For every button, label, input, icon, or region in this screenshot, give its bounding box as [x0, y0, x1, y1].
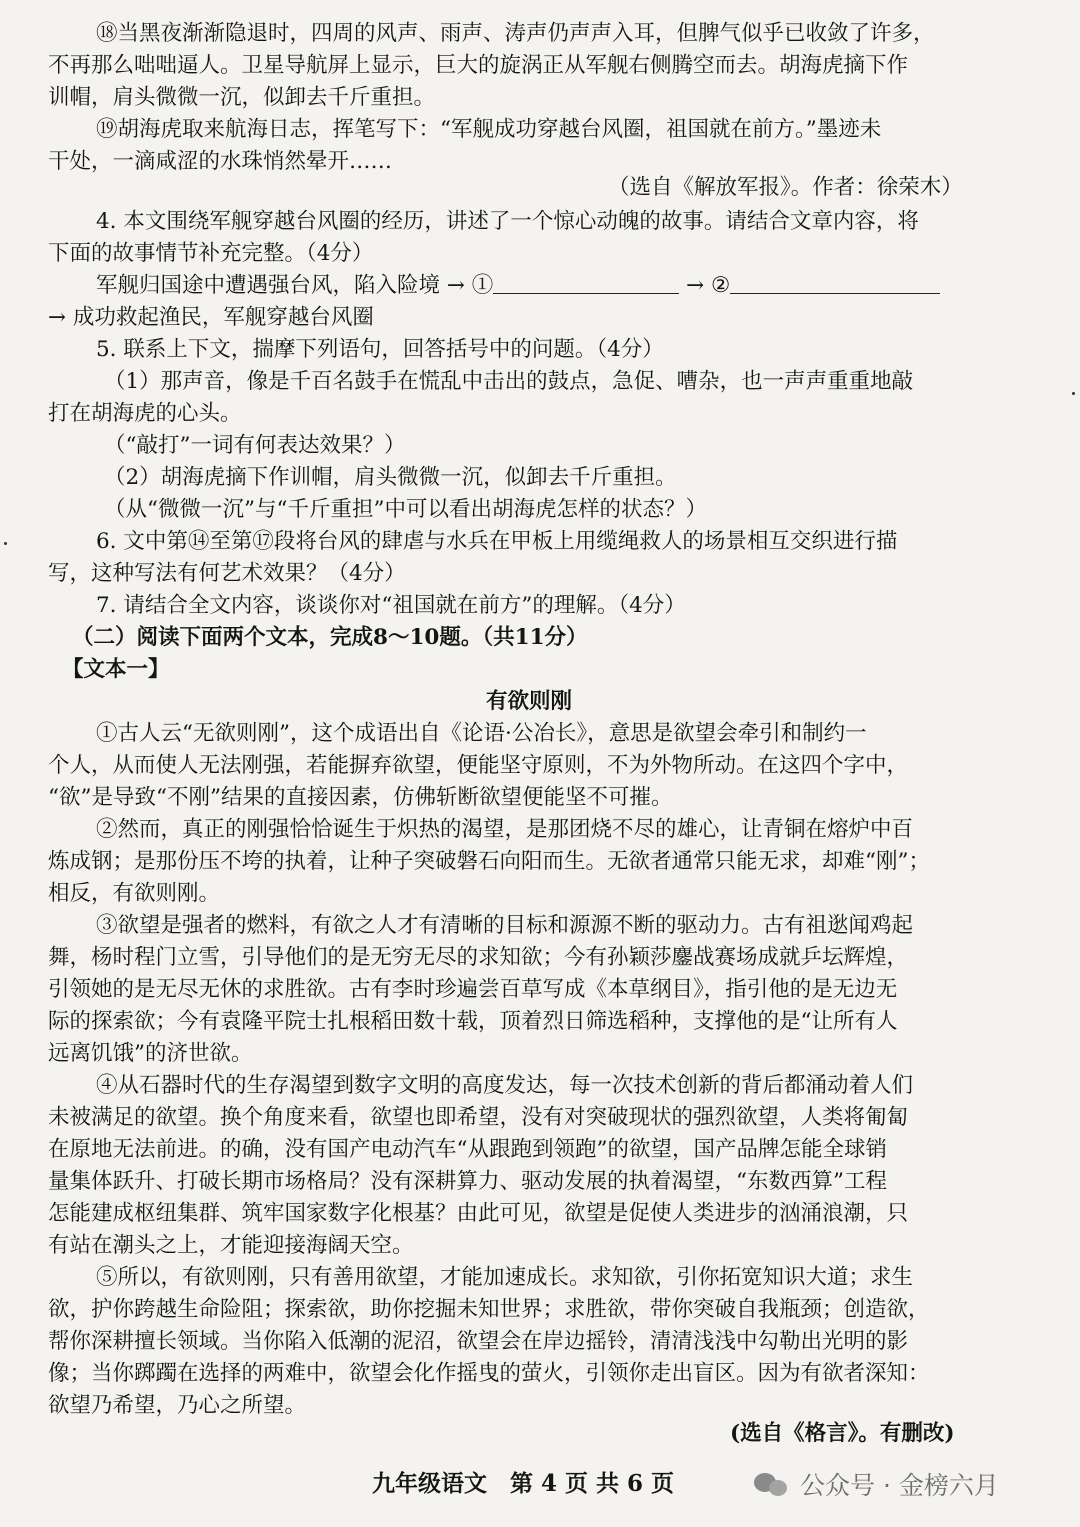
text-line: ④从石器时代的生存渴望到数字文明的高度发达，每一次技术创新的背后都涌动着人们: [96, 1073, 914, 1098]
watermark: [754, 1466, 999, 1502]
scan-mark: [4, 542, 7, 545]
sentence-2: （2）胡海虎摘下作训帽，肩头微微一沉，似卸去千斤重担。: [104, 465, 677, 490]
question-text: 6. 文中第⑭至第⑰段将台风的肆虐与水兵在甲板上用缆绳救人的场景相互交织进行描: [96, 529, 898, 554]
question-text: 5. 联系上下文，揣摩下列语句，回答括号中的问题。（4分）: [96, 337, 664, 362]
blank-number: ②: [710, 273, 731, 298]
text-line: 欲，护你跨越生命险阻；探索欲，助你挖掘未知世界；求胜欲，带你突破自我瓶颈；创造欲，: [48, 1297, 930, 1322]
text-line: ⑲胡海虎取来航海日志，挥笔写下：“军舰成功穿越台风圈，祖国就在前方。”墨迹未: [96, 117, 882, 142]
text-line: ⑤所以，有欲则刚，只有善用欲望，才能加速成长。求知欲，引你拓宽知识大道；求生: [96, 1265, 914, 1290]
scan-mark: [1072, 392, 1075, 395]
arrow-icon: →: [446, 273, 465, 298]
text-line: 舞，杨时程门立雪，引导他们的是无穷无尽的求知欲；今有孙颖莎鏖战赛场成就乒坛辉煌，: [48, 945, 909, 970]
text-line: 干处，一滴咸涩的水珠悄然晕开……: [48, 149, 393, 174]
sentence-1: （1）那声音，像是千百名鼓手在慌乱中击出的鼓点，急促、嘈杂，也一声声重重地敲: [104, 369, 914, 394]
text-line: 怎能建成枢纽集群、筑牢国家数字化根基？由此可见，欲望是促使人类进步的汹涌浪潮，只: [48, 1201, 909, 1226]
page-footer: [0, 1466, 1080, 1506]
text-line: 训帽，肩头微微一沉，似卸去千斤重担。: [48, 85, 436, 110]
text-line: 像；当你踯躅在选择的两难中，欲望会化作摇曳的萤火，引领你走出盲区。因为有欲者深知：: [48, 1361, 930, 1386]
text-line: 在原地无法前进。的确，没有国产电动汽车“从跟跑到领跑”的欲望，国产品牌怎能全球销: [48, 1137, 887, 1162]
text-line: ②然而，真正的刚强恰恰诞生于炽热的渴望，是那团烧不尽的雄心，让青铜在熔炉中百: [96, 817, 914, 842]
sentence-1: 打在胡海虎的心头。: [48, 401, 242, 426]
text-line: 有站在潮头之上，才能迎接海阔天空。: [48, 1233, 414, 1258]
text-line: “欲”是导致“不刚”结果的直接因素，仿佛斩断欲望便能坚不可摧。: [48, 785, 673, 810]
answer-blank-1[interactable]: [493, 271, 679, 294]
sub-question: （从“微微一沉”与“千斤重担”中可以看出胡海虎怎样的状态？）: [104, 497, 707, 522]
text-label: 【文本一】: [62, 657, 170, 682]
answer-blank-2[interactable]: [730, 271, 940, 294]
section-heading: （二）阅读下面两个文本，完成8～10题。（共11分）: [72, 625, 588, 650]
plot-flow: [96, 270, 940, 302]
arrow-icon: →: [48, 305, 67, 330]
arrow-icon: →: [686, 273, 705, 298]
text-line: 未被满足的欲望。换个角度来看，欲望也即希望，没有对突破现状的强烈欲望，人类将匍匐: [48, 1105, 909, 1130]
passage-source: （选自《解放军报》。作者：徐荣木）: [608, 175, 963, 200]
page-number: 九年级语文 第 4 页 共 6 页: [372, 1470, 675, 1497]
question-text: 4. 本文围绕军舰穿越台风圈的经历，讲述了一个惊心动魄的故事。请结合文章内容，将: [96, 209, 919, 234]
text-line: 帮你深耕擅长领域。当你陷入低潮的泥沼，欲望会在岸边摇铃，清清浅浅中勾勒出光明的影: [48, 1329, 909, 1354]
text-line: 量集体跃升、打破长期市场格局？没有深耕算力、驱动发展的执着渴望，“东数西算”工程: [48, 1169, 887, 1194]
text-line: 个人，从而使人无法刚强，若能摒弃欲望，便能坚守原则，不为外物所动。在这四个字中，: [48, 753, 909, 778]
blank-number: ①: [471, 273, 494, 298]
text-line: ③欲望是强者的燃料，有欲之人才有清晰的目标和源源不断的驱动力。古有祖逖闻鸡起: [96, 913, 914, 938]
sub-question: （“敲打”一词有何表达效果？）: [104, 433, 406, 458]
text-line: 际的探索欲；今有袁隆平院士扎根稻田数十载，顶着烈日筛选稻种，支撑他的是“让所有人: [48, 1009, 898, 1034]
flow-end: 成功救起渔民，军舰穿越台风圈: [72, 305, 374, 330]
question-7: 7. 请结合全文内容，谈谈你对“祖国就在前方”的理解。（4分）: [96, 593, 686, 618]
question-text: 写，这种写法有何艺术效果？（4分）: [48, 561, 406, 586]
text-line: 相反，有欲则刚。: [48, 881, 221, 906]
text-line: 引领她的是无尽无休的求胜欲。古有李时珍遍尝百草写成《本草纲目》，指引他的是无边无: [48, 977, 898, 1002]
plot-flow-end: [48, 302, 374, 334]
article-title: 有欲则刚: [486, 689, 573, 714]
text-line: 炼成钢；是那份压不垮的执着，让种子突破磐石向阳而生。无欲者通常只能无求，却难“刚”；: [48, 849, 930, 874]
watermark-text: 公众号 · 金榜六月: [800, 1471, 999, 1500]
flow-start: 军舰归国途中遭遇强台风，陷入险境: [96, 273, 441, 298]
text-line: ①古人云“无欲则刚”，这个成语出自《论语·公冶长》，意思是欲望会牵引和制约一: [96, 721, 867, 746]
text-line: 欲望乃希望，乃心之所望。: [48, 1393, 307, 1418]
text-line: ⑱当黑夜渐渐隐退时，四周的风声、雨声、涛声仍声声入耳，但脾气似乎已收敛了许多，: [96, 21, 935, 46]
question-text: 下面的故事情节补充完整。（4分）: [48, 241, 374, 266]
wechat-icon: [754, 1471, 792, 1497]
article-source: (选自《格言》。有删改): [730, 1421, 955, 1446]
text-line: 远离饥饿”的济世欲。: [48, 1041, 253, 1066]
text-line: 不再那么咄咄逼人。卫星导航屏上显示，巨大的旋涡正从军舰右侧腾空而去。胡海虎摘下作: [48, 53, 909, 78]
